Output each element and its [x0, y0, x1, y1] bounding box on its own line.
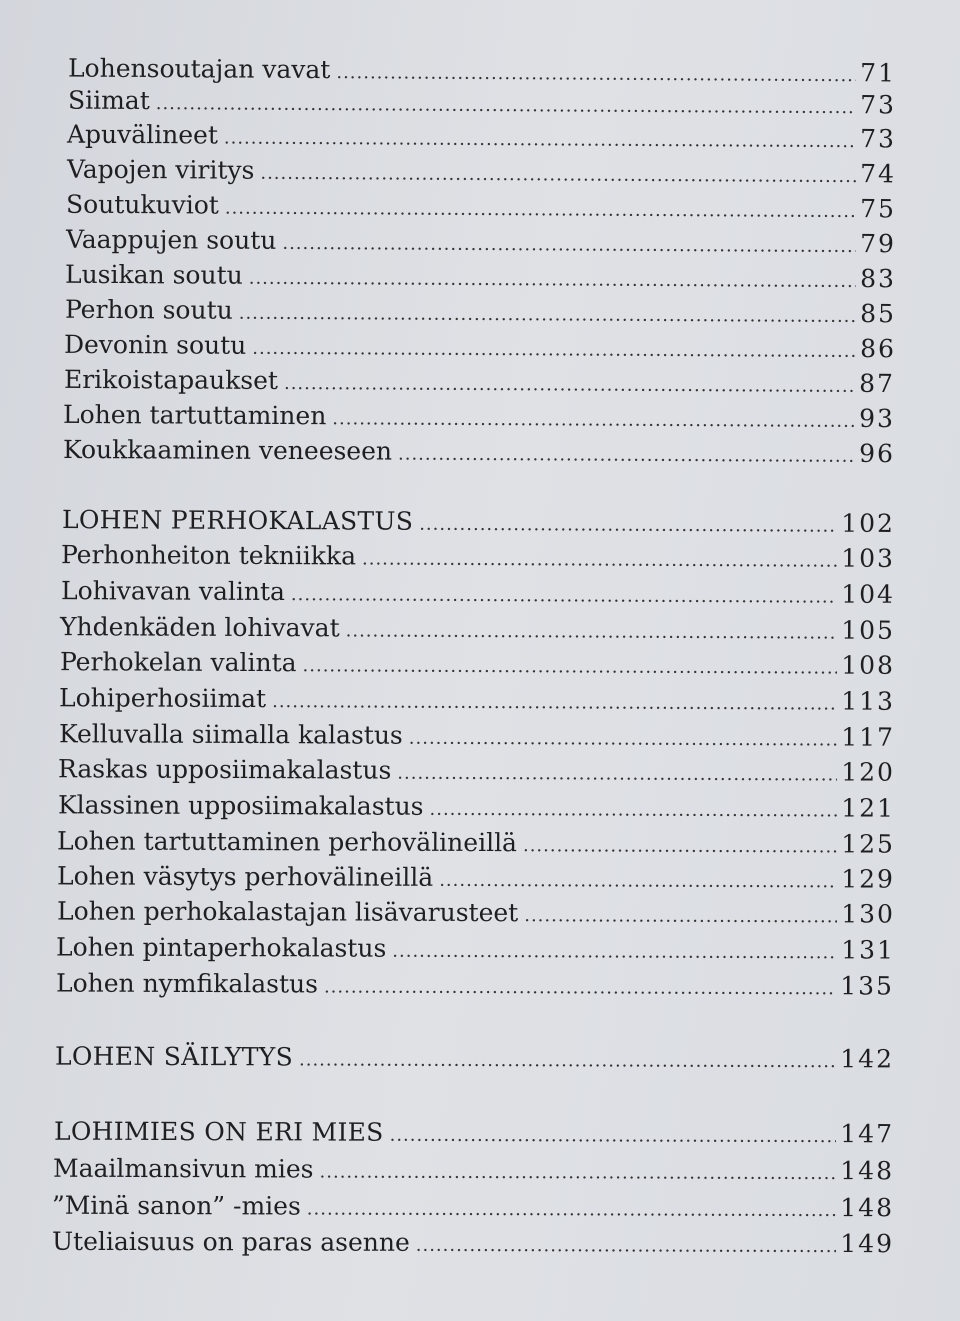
toc-entry-page: 85 — [860, 299, 897, 329]
toc-entry-title: Soutukuviot — [65, 189, 219, 220]
toc-entry-title: Siimat — [67, 85, 150, 116]
toc-entry-title: Lohiperhosiimat — [58, 683, 267, 714]
toc-entry — [58, 753, 895, 788]
dot-leader — [346, 615, 838, 649]
toc-entry-page: 148 — [840, 1193, 895, 1223]
toc-entry-title: Yhdenkäden lohivavat — [59, 612, 340, 643]
toc-entry — [68, 53, 896, 90]
toc-entry — [61, 575, 895, 611]
dot-leader — [260, 158, 856, 193]
toc-entry — [64, 329, 896, 365]
toc-entry-page: 74 — [860, 159, 897, 189]
toc-entry-page: 86 — [860, 333, 897, 364]
toc-entry-title: Lohivavan valinta — [60, 576, 286, 607]
toc-entry-page: 102 — [841, 508, 896, 538]
toc-entry-title: Apuvälineet — [66, 119, 219, 150]
toc-entry-title: Lohen tartuttaminen — [62, 399, 327, 431]
dot-leader — [416, 1230, 837, 1263]
toc-section-heading — [62, 504, 895, 540]
dot-leader — [332, 403, 855, 438]
toc-entry-page: 149 — [840, 1229, 895, 1259]
toc-entry-page: 105 — [841, 615, 896, 645]
toc-entry — [52, 1190, 894, 1224]
toc-entry-page: 117 — [841, 722, 896, 752]
toc-entry-title: Perhonheiton tekniikka — [60, 540, 357, 571]
toc-entry-page: 130 — [841, 899, 896, 929]
toc-entry — [61, 539, 895, 575]
toc-entry-page: 108 — [841, 650, 896, 680]
dot-leader — [524, 900, 837, 933]
toc-entry — [57, 860, 895, 895]
toc-entry-page: 71 — [860, 58, 897, 88]
toc-section-heading — [55, 1041, 894, 1076]
toc-entry-page: 113 — [841, 686, 896, 716]
toc-entry — [63, 399, 895, 435]
toc-entry-page: 83 — [860, 264, 897, 294]
toc-entry — [67, 154, 896, 191]
toc-entry-title: Kelluvalla siimalla kalastus — [58, 719, 403, 750]
toc-entry-page: 135 — [840, 971, 895, 1001]
toc-entry — [67, 119, 896, 156]
toc-entry-page: 96 — [859, 438, 896, 469]
dot-leader — [249, 263, 857, 298]
toc-entry-title: LOHEN SÄILYTYS — [54, 1041, 294, 1072]
toc-entry — [66, 224, 896, 261]
toc-entry — [60, 646, 895, 682]
toc-entry-title: LOHIMIES ON ERI MIES — [53, 1116, 384, 1147]
dot-leader — [429, 794, 837, 828]
toc-entry-page: 73 — [860, 90, 897, 120]
toc-entry — [56, 968, 894, 1003]
toc-entry-page: 147 — [840, 1119, 895, 1149]
dot-leader — [319, 1157, 836, 1191]
toc-entry-page: 75 — [860, 194, 897, 224]
toc-entry — [53, 1153, 894, 1188]
dot-leader — [439, 865, 837, 899]
dot-leader — [252, 333, 856, 368]
toc-entry-page: 121 — [841, 793, 896, 823]
dot-leader — [307, 1194, 837, 1228]
toc-entry — [59, 718, 895, 753]
toc-entry-page: 87 — [859, 368, 896, 399]
dot-leader — [324, 971, 836, 1005]
dot-leader — [224, 123, 856, 159]
toc-entry-title: Erikoistapaukset — [63, 364, 279, 395]
toc-entry — [65, 259, 896, 295]
toc-entry-page: 73 — [860, 124, 897, 154]
toc-entry — [65, 294, 896, 330]
dot-leader — [390, 1120, 837, 1153]
toc-entry-title: Klassinen upposiimakalastus — [57, 790, 424, 821]
toc-entry-title: Lusikan soutu — [64, 259, 243, 290]
toc-entry — [59, 682, 895, 718]
toc-entry-page: 142 — [840, 1044, 895, 1074]
toc-entry — [64, 364, 895, 400]
dot-leader — [409, 723, 838, 757]
toc-entry-title: LOHEN PERHOKALASTUS — [61, 505, 414, 536]
dot-leader — [419, 509, 837, 543]
dot-leader — [362, 543, 837, 577]
toc-entry — [66, 189, 896, 226]
dot-leader — [523, 830, 837, 863]
toc-entry-page: 93 — [859, 403, 896, 434]
toc-entry-title: Perhon soutu — [64, 294, 233, 325]
toc-entry — [68, 85, 896, 122]
dot-leader — [397, 758, 837, 792]
toc-entry-title: Lohen tartuttaminen perhovälineillä — [56, 826, 518, 858]
toc-entry-page: 104 — [841, 579, 896, 609]
dot-leader — [282, 228, 856, 263]
toc-entry — [52, 1226, 894, 1260]
toc-entry-page: 129 — [841, 864, 896, 894]
dot-leader — [239, 298, 857, 333]
toc-entry-title: Lohen perhokalastajan lisävarusteet — [56, 896, 519, 928]
toc-entry-title: Perhokelan valinta — [59, 647, 297, 678]
toc-entry-title: Uteliaisuus on paras asenne — [51, 1226, 410, 1257]
toc-entry-title: Lohen pintaperhokalastus — [55, 932, 387, 963]
toc-entry-title: Lohen nymfikalastus — [55, 968, 319, 999]
toc-entry-page: 125 — [841, 829, 896, 859]
toc-entry — [60, 611, 895, 647]
toc-entry-title: Lohensoutajan vavat — [67, 53, 331, 85]
toc-entry-page: 79 — [860, 229, 897, 259]
toc-entry-title: Raskas upposiimakalastus — [57, 754, 392, 785]
toc-entry-title: Devonin soutu — [63, 329, 247, 360]
toc-entry — [57, 895, 895, 930]
dot-leader — [291, 579, 837, 613]
toc-entry — [56, 931, 895, 966]
toc-entry-title: Lohen väsytys perhovälineillä — [56, 861, 434, 892]
dot-leader — [284, 368, 855, 403]
dot-leader — [392, 936, 837, 970]
toc-entry-page: 120 — [841, 757, 896, 787]
toc-entry — [63, 434, 895, 470]
toc-section-heading — [54, 1116, 894, 1151]
toc-entry-title: Vaappujen soutu — [65, 224, 277, 255]
toc-entry-page: 103 — [841, 543, 896, 573]
dot-leader — [398, 439, 855, 473]
toc-entry-page: 148 — [840, 1156, 895, 1186]
toc-entry-title: Vapojen viritys — [66, 154, 255, 185]
dot-leader — [299, 1044, 836, 1078]
toc-entry-page: 131 — [841, 935, 896, 965]
toc-entry-title: Koukkaaminen veneeseen — [62, 434, 393, 466]
dot-leader — [302, 650, 837, 684]
toc-entry — [57, 825, 895, 860]
dot-leader — [225, 193, 856, 229]
dot-leader — [272, 686, 837, 720]
toc-entry — [58, 789, 895, 824]
toc-entry-title: ”Minä sanon” -mies — [51, 1190, 301, 1221]
toc-entry-title: Maailmansivun mies — [52, 1153, 314, 1184]
